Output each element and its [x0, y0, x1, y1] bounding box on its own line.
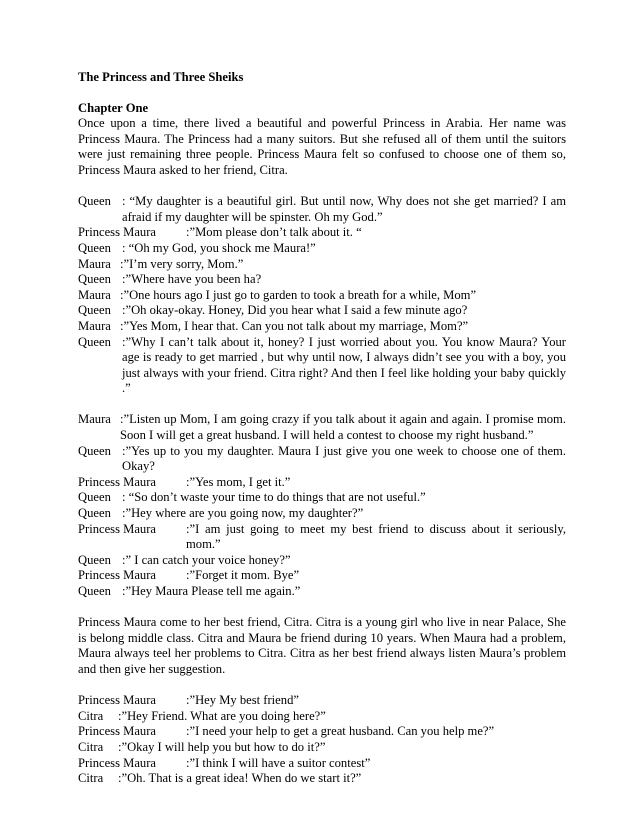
dialogue-line — [78, 709, 566, 725]
dialogue-line — [78, 444, 566, 475]
document-title: The Princess and Three Sheiks — [78, 70, 244, 84]
dialogue-line — [78, 194, 566, 225]
dialogue-line — [78, 693, 566, 709]
dialogue-text: :” I can catch your voice honey?” — [122, 552, 291, 567]
dialogue-line — [78, 568, 566, 584]
speaker-name: Princess Maura — [78, 568, 156, 583]
dialogue-line — [78, 257, 566, 273]
dialogue-text: :”Yes mom, I get it.” — [186, 474, 291, 489]
chapter-heading: Chapter One — [78, 100, 149, 115]
speaker-name: Queen — [78, 443, 111, 458]
dialogue-text: :”Okay I will help you but how to do it?” — [118, 739, 326, 754]
dialogue-line — [78, 724, 566, 740]
dialogue-block — [78, 412, 566, 599]
speaker-name: Princess Maura — [78, 755, 156, 770]
dialogue-line — [78, 506, 566, 522]
dialogue-block — [78, 194, 566, 397]
speaker-name: Citra — [78, 708, 104, 723]
dialogue-line — [78, 740, 566, 756]
dialogue-line — [78, 584, 566, 600]
dialogue-text: :”Hey My best friend” — [186, 693, 299, 708]
dialogue-text: :”One hours ago I just go to garden to took a breath for a while, Mom” — [120, 287, 477, 302]
dialogue-text: :”I’m very sorry, Mom.” — [120, 256, 244, 271]
speaker-name: Citra — [78, 771, 104, 786]
dialogue-text: :”Mom please don’t talk about it. “ — [186, 225, 362, 240]
dialogue-text: : “My daughter is a beautiful girl. But until now, Why does not she get married? I am afraid if my daughter will be spinster. Oh my God.” — [122, 194, 566, 224]
dialogue-text: :”Forget it mom. Bye” — [186, 568, 300, 583]
speaker-name: Maura — [78, 318, 111, 333]
speaker-name: Princess Maura — [78, 724, 156, 739]
dialogue-text: :”I think I will have a suitor contest” — [186, 755, 371, 770]
speaker-name: Queen — [78, 552, 111, 567]
dialogue-text: : “Oh my God, you shock me Maura!” — [122, 240, 316, 255]
dialogue-text: :”Hey Maura Please tell me again.” — [122, 584, 301, 598]
speaker-name: Maura — [78, 287, 111, 302]
dialogue-line — [78, 412, 566, 443]
document-page — [78, 70, 566, 802]
dialogue-line — [78, 553, 566, 569]
dialogue-text: :”Yes up to you my daughter. Maura I just give you one week to choose one of them. Okay? — [122, 443, 566, 474]
speaker-name: Maura — [78, 256, 111, 271]
dialogue-line — [78, 522, 566, 553]
dialogue-line — [78, 335, 566, 397]
dialogue-block — [78, 693, 566, 787]
dialogue-line — [78, 303, 566, 319]
speaker-name: Princess Maura — [78, 521, 156, 536]
dialogue-text: :”Where have you been ha? — [122, 272, 262, 287]
dialogue-line — [78, 475, 566, 491]
dialogue-text: :”Listen up Mom, I am going crazy if you talk about it again and again. I promise mom. Soon I will get a great husband. I will held a contest to choose my right husband.” — [120, 412, 566, 443]
dialogue-text: :”Yes Mom, I hear that. Can you not talk about my marriage, Mom?” — [120, 318, 469, 333]
dialogue-line — [78, 225, 566, 241]
speaker-name: Queen — [78, 490, 111, 505]
dialogue-line — [78, 288, 566, 304]
dialogue-text: :”Hey where are you going now, my daughter?” — [122, 506, 364, 521]
speaker-name: Queen — [78, 303, 111, 318]
speaker-name: Queen — [78, 334, 111, 349]
dialogue-text: : “So don’t waste your time to do things that are not useful.” — [122, 490, 426, 505]
speaker-name: Queen — [78, 194, 111, 209]
narrative-paragraph: Once upon a time, there lived a beautiful and powerful Princess in Arabia. Her name was Princess Maura. The Princess had a many suitors. But she refused all of them until the suitors were just remaining three people. Princess Maura felt so confused to choose one of them so, Princess Maura asked to her friend, Citra. — [78, 116, 566, 177]
speaker-name: Queen — [78, 240, 111, 255]
speaker-name: Princess Maura — [78, 693, 156, 708]
dialogue-line — [78, 319, 566, 335]
dialogue-line — [78, 241, 566, 257]
dialogue-text: :”I am just going to meet my best friend to discuss about it seriously, mom.” — [186, 521, 566, 552]
dialogue-line — [78, 771, 566, 787]
speaker-name: Queen — [78, 272, 111, 287]
dialogue-text: :”Oh okay-okay. Honey, Did you hear what I said a few minute ago? — [122, 303, 468, 318]
dialogue-text: :”Hey Friend. What are you doing here?” — [118, 708, 326, 723]
dialogue-line — [78, 490, 566, 506]
speaker-name: Princess Maura — [78, 474, 156, 489]
speaker-name: Princess Maura — [78, 225, 156, 240]
dialogue-line — [78, 272, 566, 288]
dialogue-text: :”I need your help to get a great husband. Can you help me?” — [186, 724, 495, 739]
speaker-name: Queen — [78, 584, 111, 598]
dialogue-line — [78, 756, 566, 772]
speaker-name: Citra — [78, 739, 104, 754]
dialogue-text: :”Oh. That is a great idea! When do we start it?” — [118, 771, 362, 786]
narrative-paragraph: Princess Maura come to her best friend, Citra. Citra is a young girl who live in near Palace, She is belong middle class. Citra and Maura be friend during 10 years. When Maura had a problem, Maura always teel her problems to Citra. Citra as her best friend always listen Maura’s problem and then give her suggestion. — [78, 615, 566, 676]
dialogue-text: :”Why I can’t talk about it, honey? I just worried about you. You know Maura? Your age is ready to get married , but why until now, I always didn’t see you with a boy, you just always with your friend. Citra right? And then I feel like holding your baby quickly .” — [122, 334, 566, 396]
speaker-name: Maura — [78, 412, 111, 427]
speaker-name: Queen — [78, 506, 111, 521]
